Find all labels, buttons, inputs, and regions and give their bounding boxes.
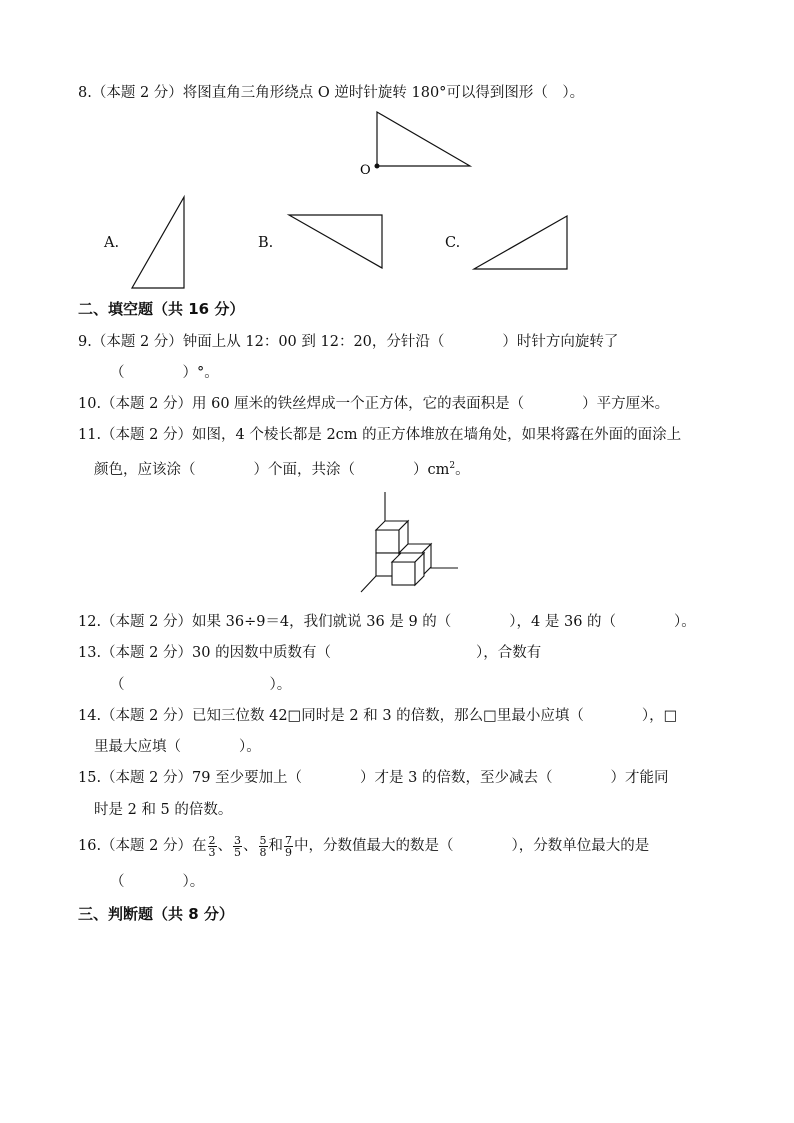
q10-text: 10.（本题 2 分）用 60 厘米的铁丝焊成一个正方体，它的表面积是（ ）平方厘米。 (78, 396, 670, 412)
q8-original-triangle (355, 108, 480, 178)
q15-line2: 时是 2 和 5 的倍数。 (94, 802, 233, 818)
q15-line1: 15.（本题 2 分）79 至少要加上（ ）才是 3 的倍数，至少减去（ ）才能同 (78, 770, 669, 786)
fraction-5-8: $\frac{5}{8}$ (259, 833, 267, 859)
q11-line1: 11.（本题 2 分）如图，4 个棱长都是 2cm 的正方体堆放在墙角处，如果将露在外面的面涂上 (78, 427, 682, 443)
option-c-label: C. (445, 235, 461, 251)
q16-line1: 16.（本题 2 分）在 $\frac{2}{3}$ 、 $\frac{3}{5}$ 、 $\frac{5}{8}$ 和 $\frac{7}{9}$ 中，分数值最大的数是（ ），分数单位最大的是 (78, 833, 650, 859)
fraction-2-3: $\frac{2}{3}$ (208, 833, 216, 859)
q8-text: 8.（本题 2 分）将图直角三角形绕点 O 逆时针旋转 180°可以得到图形（ ）。 (78, 85, 585, 101)
q11-unit-exponent: 2 (449, 461, 456, 471)
fraction-3-5: $\frac{3}{5}$ (234, 833, 242, 859)
q14-line2: 里最大应填（ ）。 (94, 739, 261, 755)
point-o-label: O (360, 163, 371, 178)
section-3-heading: 三、判断题（共 8 分） (78, 905, 234, 923)
option-b-label: B. (258, 235, 274, 251)
q12-text: 12.（本题 2 分）如果 36÷9＝4，我们就说 36 是 9 的（ ），4 是 36 的（ ）。 (78, 614, 696, 630)
option-b-triangle (285, 210, 387, 272)
q14-line1: 14.（本题 2 分）已知三位数 42□同时是 2 和 3 的倍数，那么□里最小应填（ ），□ (78, 708, 678, 724)
q11-cube-stack-figure (355, 488, 465, 596)
q13-line2: （ ）。 (110, 677, 292, 693)
q16-line2: （ ）。 (110, 874, 205, 890)
fraction-7-9: $\frac{7}{9}$ (285, 833, 293, 859)
q11-line2-text: 颜色，应该涂（ ）个面，共涂（ ）cm (94, 461, 450, 478)
q16-prefix: 16.（本题 2 分）在 (78, 838, 207, 854)
q11-line2-end: 。 (455, 461, 470, 478)
q16-suffix: 中，分数值最大的数是（ ），分数单位最大的是 (294, 838, 650, 854)
q9-line1: 9.（本题 2 分）钟面上从 12：00 到 12：20，分针沿（ ）时针方向旋转了 (78, 334, 619, 350)
q11-line2 (94, 457, 470, 479)
option-a-triangle (128, 192, 190, 292)
q13-line1: 13.（本题 2 分）30 的因数中质数有（ ），合数有 (78, 645, 542, 661)
point-o-dot (375, 164, 380, 169)
section-2-heading: 二、填空题（共 16 分） (78, 300, 245, 318)
option-a-label: A. (104, 235, 120, 251)
q9-line2: （ ）°。 (110, 365, 219, 381)
option-c-triangle (470, 212, 572, 274)
